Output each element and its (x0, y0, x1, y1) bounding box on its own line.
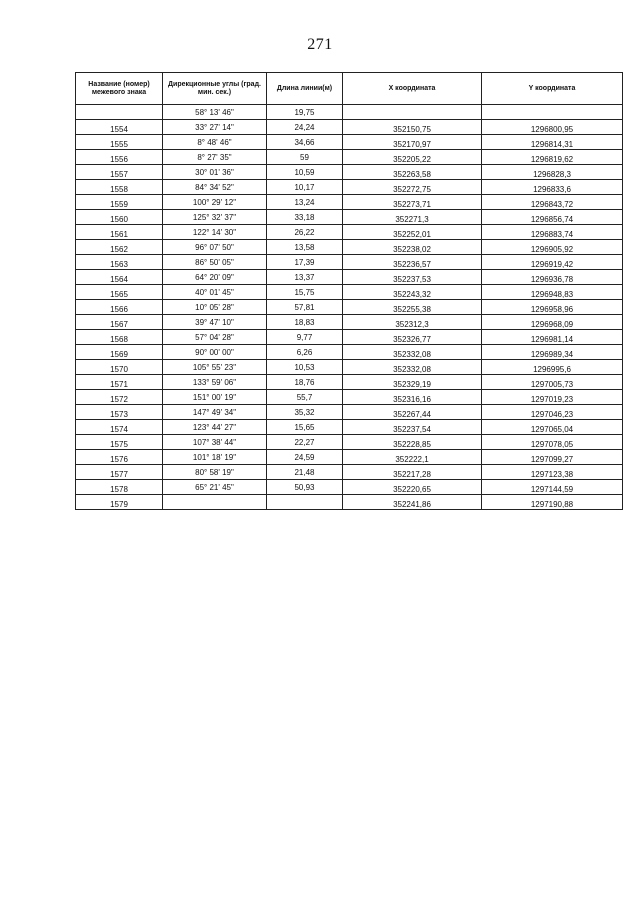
y-coordinate-cell (482, 105, 623, 120)
mark-name-cell: 1564 (76, 270, 163, 285)
direction-angle-cell: 58° 13' 46" (163, 105, 267, 120)
direction-angle-cell: 151° 00' 19" (163, 390, 267, 405)
direction-angle-cell: 65° 21' 45" (163, 480, 267, 495)
x-coordinate-cell: 352255,38 (343, 300, 482, 315)
table-row (76, 195, 623, 210)
line-length-cell: 26,22 (267, 225, 343, 240)
mark-name-cell: 1568 (76, 330, 163, 345)
x-coordinate-cell: 352222,1 (343, 450, 482, 465)
mark-name-cell: 1570 (76, 360, 163, 375)
mark-name-cell: 1572 (76, 390, 163, 405)
mark-name-cell: 1569 (76, 345, 163, 360)
direction-angle-cell: 80° 58' 19" (163, 465, 267, 480)
y-coordinate-cell: 1297123,38 (482, 465, 623, 480)
direction-angle-cell: 125° 32' 37" (163, 210, 267, 225)
line-length-cell: 18,83 (267, 315, 343, 330)
y-coordinate-cell: 1296905,92 (482, 240, 623, 255)
table-row (76, 300, 623, 315)
x-coordinate-cell: 352332,08 (343, 360, 482, 375)
y-coordinate-cell: 1297046,23 (482, 405, 623, 420)
x-coordinate-cell: 352272,75 (343, 180, 482, 195)
header-line-length: Длина линии(м) (267, 73, 343, 105)
line-length-cell: 33,18 (267, 210, 343, 225)
mark-name-cell: 1565 (76, 285, 163, 300)
line-length-cell: 17,39 (267, 255, 343, 270)
table-row (76, 315, 623, 330)
boundary-marks-table (75, 72, 623, 510)
x-coordinate-cell: 352170,97 (343, 135, 482, 150)
y-coordinate-cell: 1296856,74 (482, 210, 623, 225)
line-length-cell: 13,58 (267, 240, 343, 255)
line-length-cell: 10,53 (267, 360, 343, 375)
y-coordinate-cell: 1297005,73 (482, 375, 623, 390)
line-length-cell: 50,93 (267, 480, 343, 495)
x-coordinate-cell: 352241,86 (343, 495, 482, 510)
table-row (76, 450, 623, 465)
line-length-cell: 13,24 (267, 195, 343, 210)
mark-name-cell: 1554 (76, 120, 163, 135)
line-length-cell: 24,24 (267, 120, 343, 135)
direction-angle-cell: 133° 59' 06" (163, 375, 267, 390)
mark-name-cell: 1562 (76, 240, 163, 255)
line-length-cell: 34,66 (267, 135, 343, 150)
direction-angle-cell: 30° 01' 36" (163, 165, 267, 180)
table-row (76, 405, 623, 420)
line-length-cell: 57,81 (267, 300, 343, 315)
table-row (76, 255, 623, 270)
header-direction-angle: Дирекционные углы (град. мин. сек.) (163, 73, 267, 105)
direction-angle-cell: 100° 29' 12" (163, 195, 267, 210)
table-row (76, 360, 623, 375)
line-length-cell: 9,77 (267, 330, 343, 345)
line-length-cell: 24,59 (267, 450, 343, 465)
table-row (76, 495, 623, 510)
table-row (76, 210, 623, 225)
line-length-cell: 35,32 (267, 405, 343, 420)
y-coordinate-cell: 1297065,04 (482, 420, 623, 435)
line-length-cell: 10,17 (267, 180, 343, 195)
y-coordinate-cell: 1296981,14 (482, 330, 623, 345)
line-length-cell: 13,37 (267, 270, 343, 285)
table-row (76, 285, 623, 300)
mark-name-cell: 1558 (76, 180, 163, 195)
line-length-cell: 22,27 (267, 435, 343, 450)
x-coordinate-cell: 352236,57 (343, 255, 482, 270)
line-length-cell: 19,75 (267, 105, 343, 120)
x-coordinate-cell: 352217,28 (343, 465, 482, 480)
mark-name-cell (76, 105, 163, 120)
y-coordinate-cell: 1296995,6 (482, 360, 623, 375)
direction-angle-cell: 123° 44' 27" (163, 420, 267, 435)
y-coordinate-cell: 1296989,34 (482, 345, 623, 360)
y-coordinate-cell: 1296883,74 (482, 225, 623, 240)
direction-angle-cell: 86° 50' 05" (163, 255, 267, 270)
table-row (76, 135, 623, 150)
y-coordinate-cell: 1297144,59 (482, 480, 623, 495)
line-length-cell: 55,7 (267, 390, 343, 405)
line-length-cell: 15,65 (267, 420, 343, 435)
mark-name-cell: 1578 (76, 480, 163, 495)
x-coordinate-cell: 352271,3 (343, 210, 482, 225)
table-row (76, 480, 623, 495)
table-row (76, 345, 623, 360)
mark-name-cell: 1575 (76, 435, 163, 450)
table-row (76, 165, 623, 180)
x-coordinate-cell: 352228,85 (343, 435, 482, 450)
table-row (76, 225, 623, 240)
direction-angle-cell: 8° 27' 35" (163, 150, 267, 165)
x-coordinate-cell: 352316,16 (343, 390, 482, 405)
line-length-cell: 21,48 (267, 465, 343, 480)
table-row (76, 465, 623, 480)
direction-angle-cell: 96° 07' 50" (163, 240, 267, 255)
line-length-cell: 59 (267, 150, 343, 165)
line-length-cell: 10,59 (267, 165, 343, 180)
header-y-coordinate: Y координата (482, 73, 623, 105)
mark-name-cell: 1573 (76, 405, 163, 420)
x-coordinate-cell (343, 105, 482, 120)
direction-angle-cell: 122° 14' 30" (163, 225, 267, 240)
direction-angle-cell: 84° 34' 52" (163, 180, 267, 195)
mark-name-cell: 1555 (76, 135, 163, 150)
direction-angle-cell: 8° 48' 46" (163, 135, 267, 150)
x-coordinate-cell: 352150,75 (343, 120, 482, 135)
y-coordinate-cell: 1296828,3 (482, 165, 623, 180)
y-coordinate-cell: 1296843,72 (482, 195, 623, 210)
y-coordinate-cell: 1296814,31 (482, 135, 623, 150)
x-coordinate-cell: 352326,77 (343, 330, 482, 345)
y-coordinate-cell: 1296948,83 (482, 285, 623, 300)
mark-name-cell: 1567 (76, 315, 163, 330)
x-coordinate-cell: 352332,08 (343, 345, 482, 360)
mark-name-cell: 1576 (76, 450, 163, 465)
line-length-cell: 15,75 (267, 285, 343, 300)
y-coordinate-cell: 1296819,62 (482, 150, 623, 165)
direction-angle-cell: 90° 00' 00" (163, 345, 267, 360)
table-body (76, 105, 623, 510)
mark-name-cell: 1557 (76, 165, 163, 180)
table-row (76, 150, 623, 165)
x-coordinate-cell: 352237,54 (343, 420, 482, 435)
table-row (76, 180, 623, 195)
table-row (76, 435, 623, 450)
mark-name-cell: 1566 (76, 300, 163, 315)
x-coordinate-cell: 352252,01 (343, 225, 482, 240)
direction-angle-cell: 64° 20' 09" (163, 270, 267, 285)
y-coordinate-cell: 1296919,42 (482, 255, 623, 270)
y-coordinate-cell: 1296800,95 (482, 120, 623, 135)
x-coordinate-cell: 352267,44 (343, 405, 482, 420)
header-x-coordinate: X координата (343, 73, 482, 105)
direction-angle-cell: 33° 27' 14" (163, 120, 267, 135)
line-length-cell: 18,76 (267, 375, 343, 390)
direction-angle-cell: 57° 04' 28" (163, 330, 267, 345)
x-coordinate-cell: 352329,19 (343, 375, 482, 390)
y-coordinate-cell: 1296833,6 (482, 180, 623, 195)
page-number: 271 (307, 36, 333, 53)
y-coordinate-cell: 1296936,78 (482, 270, 623, 285)
x-coordinate-cell: 352238,02 (343, 240, 482, 255)
table-row (76, 330, 623, 345)
table-row (76, 240, 623, 255)
x-coordinate-cell: 352273,71 (343, 195, 482, 210)
x-coordinate-cell: 352237,53 (343, 270, 482, 285)
mark-name-cell: 1563 (76, 255, 163, 270)
mark-name-cell: 1556 (76, 150, 163, 165)
y-coordinate-cell: 1296958,96 (482, 300, 623, 315)
y-coordinate-cell: 1297078,05 (482, 435, 623, 450)
mark-name-cell: 1559 (76, 195, 163, 210)
y-coordinate-cell: 1297099,27 (482, 450, 623, 465)
direction-angle-cell: 10° 05' 28" (163, 300, 267, 315)
direction-angle-cell: 40° 01' 45" (163, 285, 267, 300)
direction-angle-cell: 147° 49' 34" (163, 405, 267, 420)
direction-angle-cell (163, 495, 267, 510)
mark-name-cell: 1574 (76, 420, 163, 435)
mark-name-cell: 1577 (76, 465, 163, 480)
table-row (76, 270, 623, 285)
line-length-cell (267, 495, 343, 510)
table-row (76, 120, 623, 135)
x-coordinate-cell: 352220,65 (343, 480, 482, 495)
x-coordinate-cell: 352312,3 (343, 315, 482, 330)
mark-name-cell: 1561 (76, 225, 163, 240)
table-row (76, 390, 623, 405)
table-row (76, 420, 623, 435)
mark-name-cell: 1560 (76, 210, 163, 225)
direction-angle-cell: 105° 55' 23" (163, 360, 267, 375)
mark-name-cell: 1579 (76, 495, 163, 510)
x-coordinate-cell: 352263,58 (343, 165, 482, 180)
table-header (76, 73, 623, 105)
x-coordinate-cell: 352243,32 (343, 285, 482, 300)
line-length-cell: 6,26 (267, 345, 343, 360)
y-coordinate-cell: 1297019,23 (482, 390, 623, 405)
table-row (76, 375, 623, 390)
table-row (76, 105, 623, 120)
y-coordinate-cell: 1296968,09 (482, 315, 623, 330)
direction-angle-cell: 101° 18' 19" (163, 450, 267, 465)
header-mark-name: Название (номер) межевого знака (76, 73, 163, 105)
direction-angle-cell: 39° 47' 10" (163, 315, 267, 330)
x-coordinate-cell: 352205,22 (343, 150, 482, 165)
y-coordinate-cell: 1297190,88 (482, 495, 623, 510)
mark-name-cell: 1571 (76, 375, 163, 390)
direction-angle-cell: 107° 38' 44" (163, 435, 267, 450)
